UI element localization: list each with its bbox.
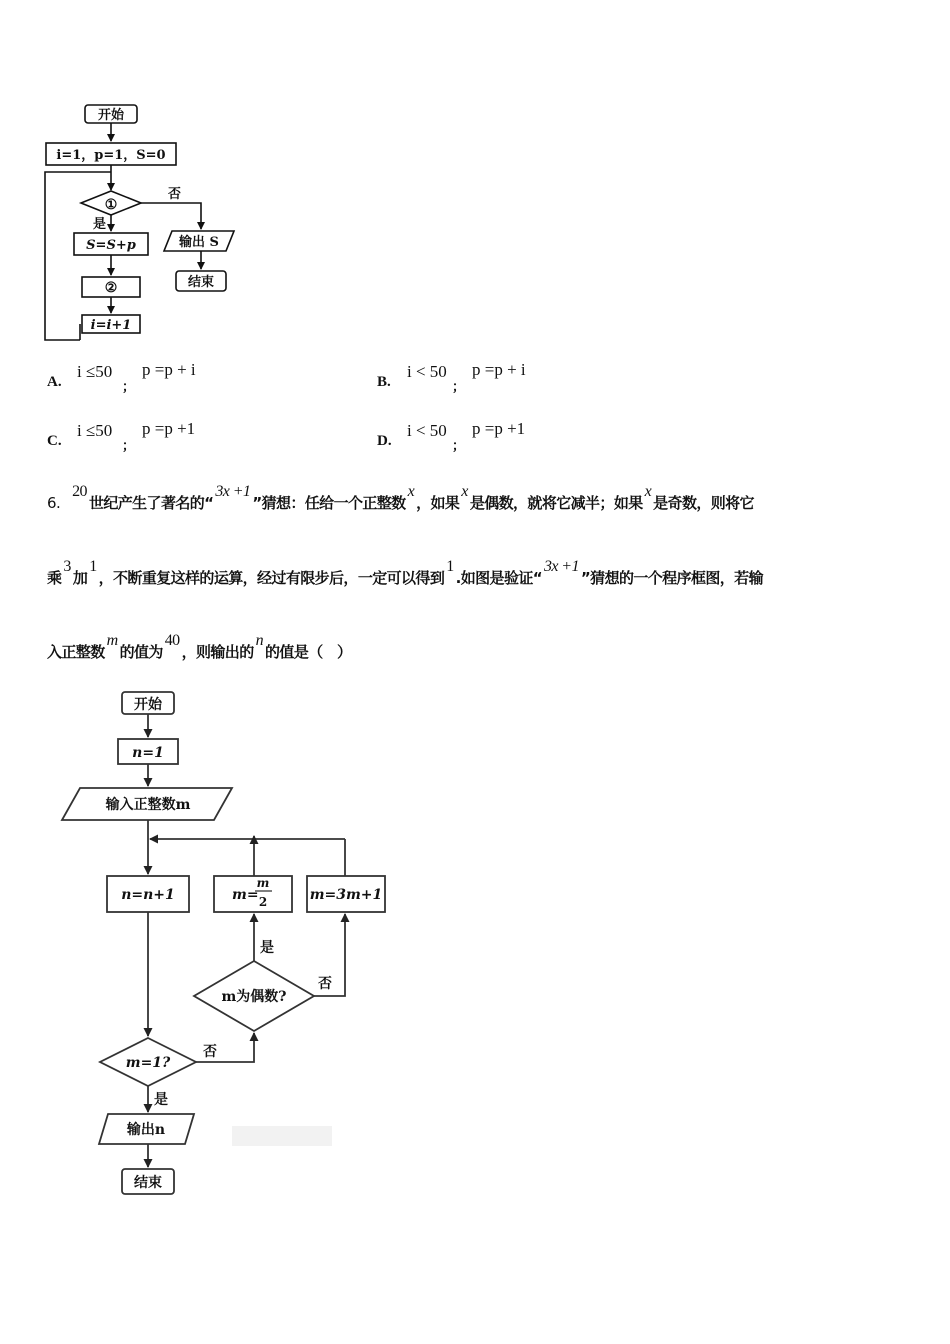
question-line-1 (47, 483, 754, 513)
text: 世纪产生了著名的“ (88, 494, 214, 512)
question-line-3 (47, 632, 352, 662)
fc2-triple-label: m=3m+1 (309, 887, 383, 903)
fc1-inc-label: i=i+1 (90, 318, 132, 333)
math-3: 3 (63, 558, 71, 575)
option-c-cond: i ≤50 (77, 421, 113, 440)
fc2-half-lhs: m= (232, 887, 259, 903)
fc1-yes-label: 是 (93, 217, 107, 232)
fc2-one-yes: 是 (154, 1092, 168, 1108)
math-x: x (644, 483, 652, 500)
fc2-end-label: 结束 (134, 1175, 162, 1191)
option-d-update: p =p +1 (472, 419, 526, 438)
option-d-sep: ； (452, 439, 466, 454)
fc2-output-label: 输出n (126, 1122, 166, 1138)
option-c-sep: ； (122, 439, 136, 454)
flowchart-2 (0, 680, 420, 1210)
text: ，如果 (416, 494, 460, 512)
text: 的值为 (119, 643, 163, 661)
option-b (377, 360, 677, 395)
text: .如图是验证“ (455, 569, 542, 587)
fc2-even-label: m为偶数? (221, 989, 287, 1005)
fc1-output-label: 输出 S (179, 235, 219, 250)
question-line-2 (47, 558, 763, 588)
fc2-one-label: m=1? (125, 1055, 171, 1071)
text: 是偶数，就将它减半；如果 (469, 494, 643, 512)
watermark-smudge (232, 1126, 332, 1146)
text: 乘 (47, 569, 62, 587)
option-d-label: D. (377, 433, 392, 449)
fc2-half-num: m (256, 876, 270, 890)
option-b-update: p =p + i (472, 360, 526, 379)
fc1-start-label: 开始 (97, 108, 125, 123)
fc2-start-label: 开始 (134, 697, 162, 713)
fc2-input-label: 输入正整数m (105, 797, 191, 813)
text: ，不断重复这样的运算，经过有限步后，一定可以得到 (98, 569, 445, 587)
math-3x-plus-1: 3x +1 (544, 558, 579, 575)
text: 加 (72, 569, 88, 587)
option-b-label: B. (377, 374, 391, 390)
option-c-label: C. (47, 433, 62, 449)
fc2-half-den: 2 (258, 895, 268, 909)
fc2-even-no: 否 (318, 976, 332, 992)
option-a-sep: ； (122, 380, 136, 395)
option-b-sep: ； (452, 380, 466, 395)
option-a (47, 360, 347, 395)
text: ，则输出的 (181, 643, 254, 661)
math-n: n (255, 632, 264, 649)
text: 是奇数，则将它 (653, 494, 754, 512)
math-x: x (407, 483, 415, 500)
fc1-no-label: 否 (168, 187, 182, 202)
fc1-sum-label: S=S+p (86, 238, 136, 253)
option-c-update: p =p +1 (142, 419, 196, 438)
option-b-cond: i < 50 (407, 362, 447, 381)
fc1-end-label: 结束 (187, 275, 215, 290)
math-3x-plus-1: 3x +1 (215, 483, 251, 500)
fc2-inc-label: n=n+1 (121, 887, 175, 903)
math-20: 20 (72, 483, 87, 500)
option-a-label: A. (47, 374, 62, 390)
flowchart-1 (0, 0, 260, 350)
math-1: 1 (89, 558, 97, 575)
text: ”猜想的一个程序框图，若输 (580, 569, 763, 587)
math-1: 1 (446, 558, 454, 575)
option-a-cond: i ≤50 (77, 362, 113, 381)
option-d-cond: i < 50 (407, 421, 447, 440)
option-a-update: p =p + i (142, 360, 196, 379)
question-number: 6. (47, 494, 61, 512)
fc2-one-no: 否 (203, 1044, 217, 1060)
fc1-init-label: i=1，p=1，S=0 (56, 148, 166, 163)
text: 入正整数 (47, 643, 105, 661)
fc2-init-label: n=1 (132, 745, 164, 761)
math-m: m (106, 632, 118, 649)
fc1-step2-label: ② (104, 280, 118, 296)
math-40: 40 (164, 632, 180, 649)
fc2-even-yes: 是 (260, 940, 274, 956)
text: 的值是（ ） (265, 643, 352, 661)
option-c (47, 419, 347, 454)
text: ”猜想：任给一个正整数 (252, 494, 406, 512)
option-d (377, 419, 677, 454)
math-x: x (461, 483, 468, 500)
fc1-cond-label: ① (104, 197, 118, 213)
